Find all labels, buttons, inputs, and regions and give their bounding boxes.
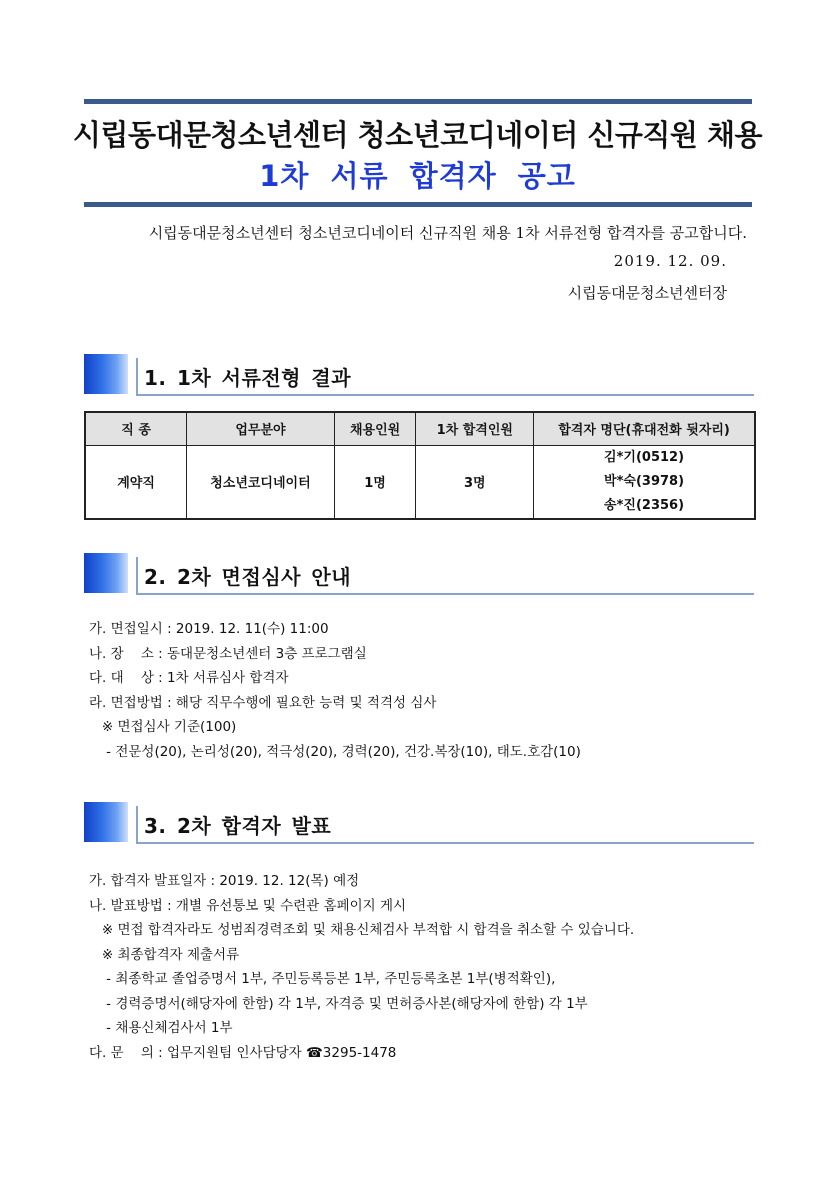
list-item: 가. 면접일시 : 2019. 12. 11(수) 11:00 xyxy=(89,621,329,637)
cell-hire-count: 1명 xyxy=(334,445,416,519)
list-item: - 전문성(20), 논리성(20), 적극성(20), 경력(20), 건강.복장(10), 태도.호감(10) xyxy=(89,743,581,760)
list-item: - 경력증명서(해당자에 한함) 각 1부, 자격증 및 면허증사본(해당자에 한함) 각 1부 xyxy=(89,995,588,1012)
title-top-rule xyxy=(84,99,752,104)
table-row xyxy=(85,445,755,519)
list-item: 김*기(0512) xyxy=(604,449,685,465)
results-table xyxy=(84,411,756,520)
section-3-header xyxy=(84,802,754,848)
section-2-header xyxy=(84,553,754,599)
section-1-header xyxy=(84,354,754,400)
cell-job-type: 계약직 xyxy=(85,445,187,519)
list-item: 다. 대 상 : 1차 서류심사 합격자 xyxy=(89,670,289,686)
section-3-title: 3. 2차 합격자 발표 xyxy=(144,814,332,838)
list-item: ※ 최종합격자 제출서류 xyxy=(89,946,240,963)
table-header-row xyxy=(85,412,755,445)
list-item: - 채용신체검사서 1부 xyxy=(89,1020,233,1036)
section-2-title: 2. 2차 면접심사 안내 xyxy=(144,565,352,589)
list-item: 나. 발표방법 : 개별 유선통보 및 수련관 홈페이지 게시 xyxy=(89,897,407,914)
section-marker-icon xyxy=(84,553,128,593)
list-item: 박*숙(3978) xyxy=(604,473,685,489)
list-item: ※ 면접심사 기준(100) xyxy=(89,719,237,735)
section-1-title: 1. 1차 서류전형 결과 xyxy=(144,366,352,390)
header-pass-count: 1차 합격인원 xyxy=(416,412,534,445)
notice-subtitle: 1차 서류 합격자 공고 xyxy=(259,159,576,193)
notice-date: 2019. 12. 09. xyxy=(613,252,727,270)
list-item: - 최종학교 졸업증명서 1부, 주민등록등본 1부, 주민등록초본 1부(병적확인), xyxy=(89,971,556,987)
list-item: 다. 문 의 : 업무지원팀 인사담당자 ☎3295-1478 xyxy=(89,1044,397,1061)
cell-field: 청소년코디네이터 xyxy=(187,445,335,519)
list-item: 송*진(2356) xyxy=(604,497,685,513)
header-field: 업무분야 xyxy=(187,412,335,445)
header-hire-count: 채용인원 xyxy=(334,412,416,445)
list-item: 가. 합격자 발표일자 : 2019. 12. 12(목) 예정 xyxy=(89,873,360,889)
announce-info xyxy=(89,869,634,1065)
intro-text: 시립동대문청소년센터 청소년코디네이터 신규직원 채용 1차 서류전형 합격자를 공고합니다. xyxy=(148,224,747,242)
list-item: 라. 면접방법 : 해당 직무수행에 필요한 능력 및 적격성 심사 xyxy=(89,694,437,711)
section-marker-icon xyxy=(84,354,128,394)
header-pass-list: 합격자 명단(휴대전화 뒷자리) xyxy=(534,412,755,445)
notice-title: 시립동대문청소년센터 청소년코디네이터 신규직원 채용 xyxy=(72,118,763,152)
section-marker-icon xyxy=(84,802,128,842)
header-job-type: 직 종 xyxy=(85,412,187,445)
interview-info xyxy=(89,617,581,764)
cell-pass-list xyxy=(534,445,755,519)
cell-pass-count: 3명 xyxy=(416,445,534,519)
list-item: 나. 장 소 : 동대문청소년센터 3층 프로그램실 xyxy=(89,645,367,662)
list-item: ※ 면접 합격자라도 성범죄경력조회 및 채용신체검사 부적합 시 합격을 취소할 수 있습니다. xyxy=(89,922,635,938)
notice-signer: 시립동대문청소년센터장 xyxy=(567,284,727,302)
title-bottom-rule xyxy=(84,202,752,207)
